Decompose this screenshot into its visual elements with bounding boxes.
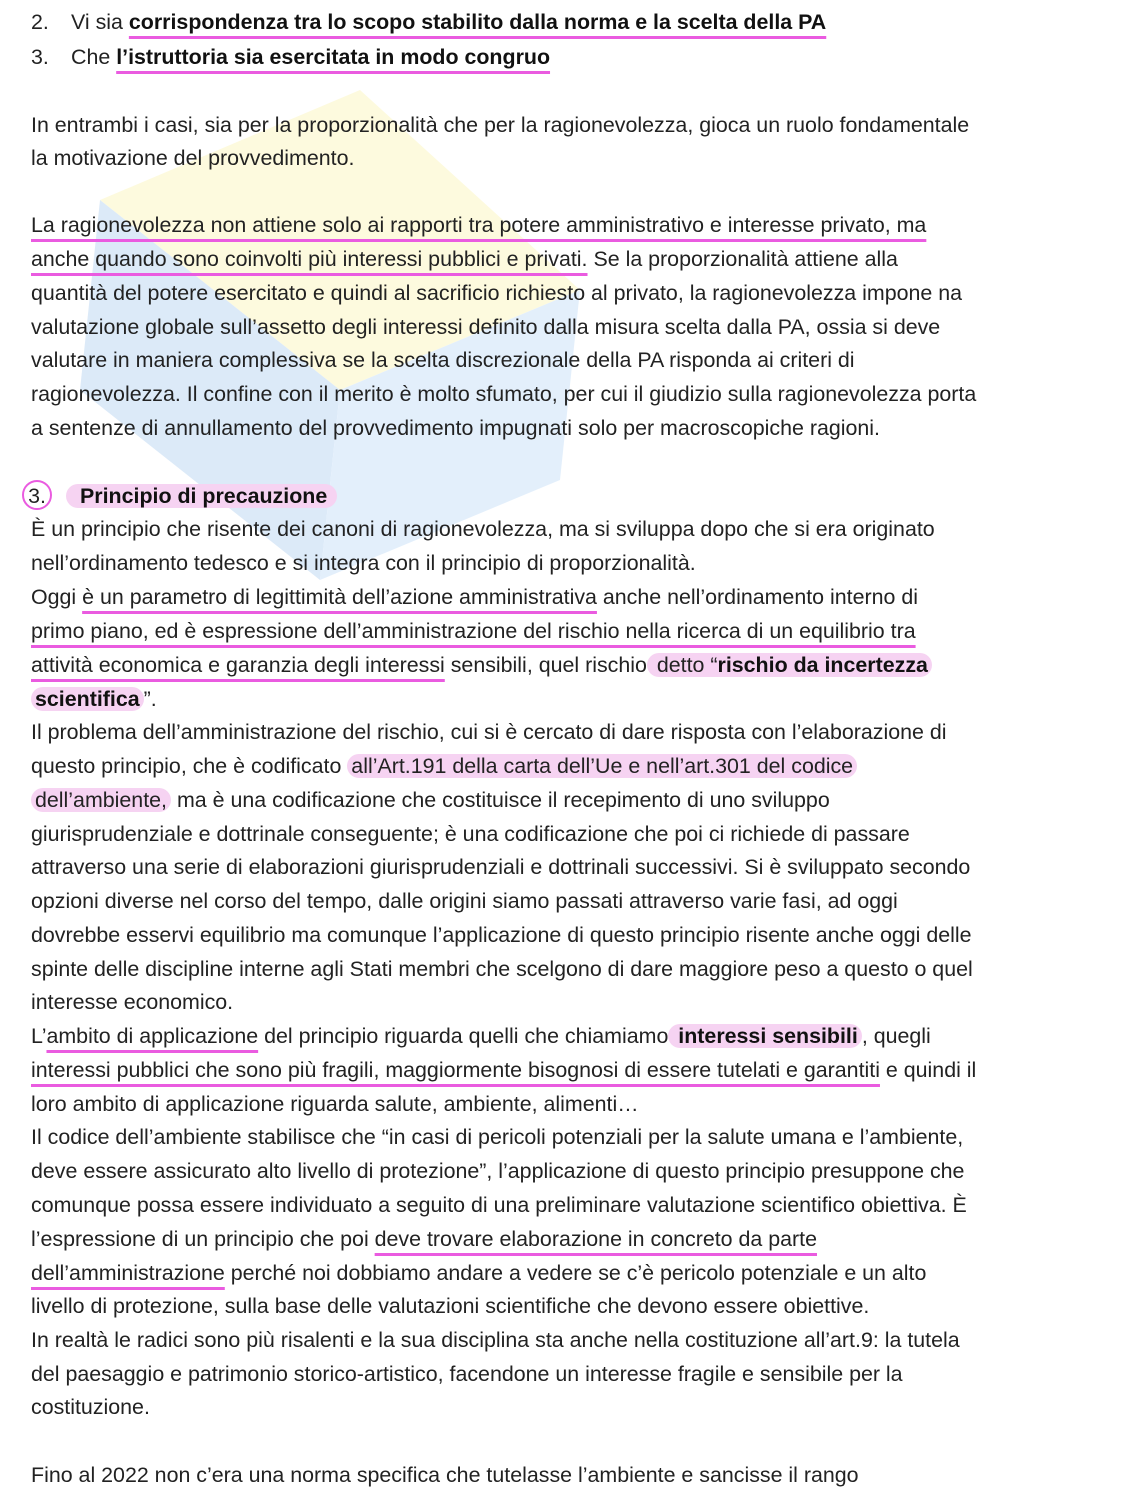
paragraph-line: interesse economico. [31,990,234,1014]
paragraph-line: costituzione. [31,1395,150,1419]
paragraph-line: la motivazione del provvedimento. [31,146,355,170]
paragraph-line: deve essere assicurato alto livello di protezione”, l’applicazione di questo principio presuppone che [31,1159,965,1183]
paragraph-line: Il codice dell’ambiente stabilisce che “in casi di pericoli potenziali per la salute umana e l’ambiente, [31,1125,964,1149]
paragraph-line: ragionevolezza. Il confine con il merito è molto sfumato, per cui il giudizio sulla ragionevolezza porta [31,382,977,406]
list-item-2: 2. Vi sia corrispondenza tra lo scopo stabilito dalla norma e la scelta della PA [31,10,827,34]
paragraph-line: interessi pubblici che sono più fragili, maggiormente bisognosi di essere tutelati e garantiti e quindi il [31,1058,977,1082]
paragraph-line: Oggi è un parametro di legittimità dell’azione amministrativa anche nell’ordinamento interno di [31,585,919,609]
paragraph-line: opzioni diverse nel corso del tempo, dalle origini siamo passati attraverso varie fasi, ad oggi [31,889,898,913]
paragraph-line: Il problema dell’amministrazione del rischio, cui si è cercato di dare risposta con l’elaborazione di [31,720,947,744]
paragraph-line: l’espressione di un principio che poi deve trovare elaborazione in concreto da parte [31,1227,817,1251]
paragraph-line: giurisprudenziale e dottrinale conseguente; è una codificazione che poi ci richiede di passare [31,822,910,846]
paragraph-line: nell’ordinamento tedesco e si integra con il principio di proporzionalità. [31,551,696,575]
paragraph-line: attraverso una serie di elaborazioni giurisprudenziali e dottrinali successivi. Si è sviluppato secondo [31,855,971,879]
paragraph-line: dell’ambiente, ma è una codificazione che costituisce il recepimento di uno sviluppo [31,785,830,815]
paragraph-line: del paesaggio e patrimonio storico-artistico, facendone un interesse fragile e sensibile per la [31,1362,903,1386]
paragraph-line: dovrebbe esservi equilibrio ma comunque l’applicazione di questo principio risente anche oggi delle [31,923,972,947]
paragraph-line: quantità del potere esercitato e quindi al sacrificio richiesto al privato, la ragionevolezza impone na [31,281,963,305]
paragraph-line: Fino al 2022 non c’era una norma specifica che tutelasse l’ambiente e sancisse il rango [31,1463,859,1487]
section-title: Principio di precauzione [66,484,337,508]
paragraph-line: primo piano, ed è espressione dell’amministrazione del rischio nella ricerca di un equilibrio tra [31,619,916,643]
list-item-3: 3. Che l’istruttoria sia esercitata in modo congruo [31,45,551,69]
paragraph-line: anche quando sono coinvolti più interessi pubblici e privati. Se la proporzionalità attiene alla [31,247,898,271]
paragraph-line: questo principio, che è codificato all’Art.191 della carta dell’Ue e nell’art.301 del codice [31,751,857,781]
paragraph-line: spinte delle discipline interne agli Stati membri che scelgono di dare maggiore peso a questo o quel [31,957,973,981]
paragraph-line: È un principio che risente dei canoni di ragionevolezza, ma si sviluppa dopo che si era originato [31,517,935,541]
paragraph-line: In realtà le radici sono più risalenti e la sua disciplina sta anche nella costituzione all’art.9: la tutela [31,1328,960,1352]
paragraph-line: loro ambito di applicazione riguarda salute, ambiente, alimenti… [31,1092,639,1116]
paragraph-line: valutazione globale sull’assetto degli interessi definito dalla misura scelta dalla PA, ossia si deve [31,315,941,339]
paragraph-line: comunque possa essere individuato a seguito di una preliminare valutazione scientifico obiettiva. È [31,1193,967,1217]
paragraph-line: valutare in maniera complessiva se la scelta discrezionale della PA risponda ai criteri di [31,348,855,372]
section-heading [28,480,337,510]
paragraph-line: La ragionevolezza non attiene solo ai rapporti tra potere amministrativo e interesse privato, ma [31,213,927,237]
paragraph-line: dell’amministrazione perché noi dobbiamo andare a vedere se c’è pericolo potenziale e un alto [31,1261,927,1285]
section-number: 3. [22,480,52,510]
paragraph-line: In entrambi i casi, sia per la proporzionalità che per la ragionevolezza, gioca un ruolo fondamentale [31,113,970,137]
paragraph-line: attività economica e garanzia degli interessi sensibili, quel rischio detto “rischio da incertezza [31,650,932,680]
paragraph-line: scientifica ”. [31,684,157,714]
paragraph-line: L’ambito di applicazione del principio riguarda quelli che chiamiamo interessi sensibili , quegli [31,1024,931,1048]
paragraph-line: a sentenze di annullamento del provvedimento impugnati solo per macroscopiche ragioni. [31,416,880,440]
paragraph-line: livello di protezione, sulla base delle valutazioni scientifiche che devono essere obiettive. [31,1294,870,1318]
